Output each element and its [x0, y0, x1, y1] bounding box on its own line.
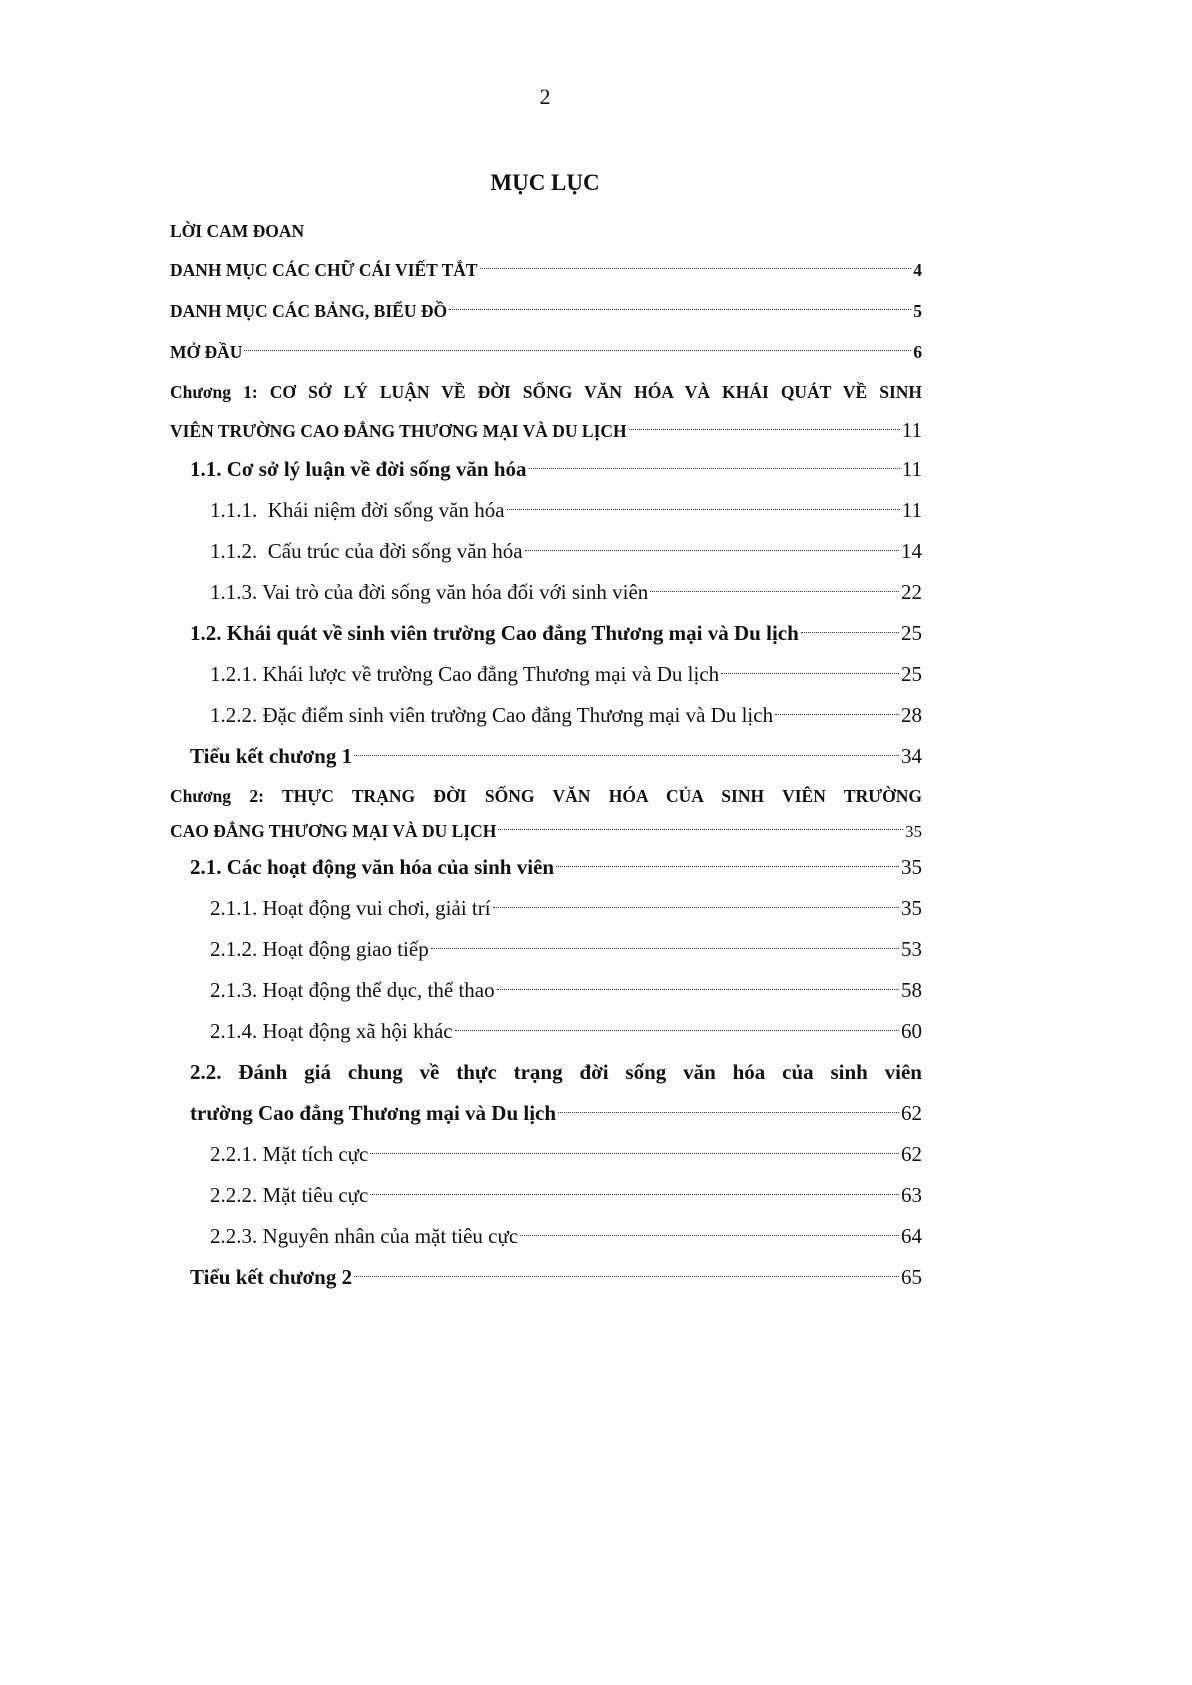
toc-entry-label-line2: CAO ĐẲNG THƯƠNG MẠI VÀ DU LỊCH	[170, 821, 497, 841]
toc-entry-label-line2: trường Cao đẳng Thương mại và Du lịch	[190, 1101, 557, 1125]
toc-entry-label: 2.1.1. Hoạt động vui chơi, giải trí	[210, 896, 491, 920]
toc-entry-label: 1.2.2. Đặc điểm sinh viên trường Cao đẳng Thương mại và Du lịch	[210, 703, 774, 727]
toc-entry-2-2-2[interactable]	[170, 1175, 922, 1216]
toc-entry-chapter-1[interactable]	[170, 373, 922, 449]
page-number: 2	[539, 84, 551, 109]
toc-entry-page: 22	[901, 580, 922, 604]
dot-leader	[498, 829, 903, 830]
toc-entry-2-1-2[interactable]	[170, 929, 922, 970]
toc-entry-label: MỞ ĐẦU	[170, 342, 243, 362]
dot-leader	[650, 591, 899, 592]
toc-entry-1-2[interactable]	[170, 613, 922, 654]
toc-entry-label: Tiểu kết chương 1	[190, 744, 353, 768]
toc-entry-chapter-1-summary[interactable]	[170, 736, 922, 777]
toc-entry-2-1-4[interactable]	[170, 1011, 922, 1052]
toc-entry-2-1-3[interactable]	[170, 970, 922, 1011]
toc-entry-label: 2.2.1. Mặt tích cực	[210, 1142, 369, 1166]
toc-entry-loi-cam-doan[interactable]	[170, 212, 922, 250]
toc-entry-page: 65	[901, 1265, 922, 1289]
toc-entry-1-2-2[interactable]	[170, 695, 922, 736]
dot-leader	[525, 550, 899, 551]
dot-leader	[493, 907, 899, 908]
toc-entry-introduction[interactable]	[170, 332, 922, 373]
toc-entry-page: 64	[901, 1224, 922, 1248]
toc-entry-page: 11	[901, 498, 922, 522]
dot-leader	[529, 468, 900, 469]
dot-leader	[370, 1194, 899, 1195]
dot-leader	[775, 714, 899, 715]
toc-entry-chapter-2-summary[interactable]	[170, 1257, 922, 1298]
toc-entry-page: 11	[901, 457, 922, 481]
toc-entry-abbreviations[interactable]	[170, 250, 922, 291]
toc-entry-page: 35	[901, 855, 922, 879]
toc-entry-label-line2-row	[170, 1093, 922, 1134]
dot-leader	[497, 989, 899, 990]
toc-entry-page: 62	[901, 1101, 922, 1125]
dot-leader	[480, 268, 912, 269]
toc-entry-page: 11	[901, 418, 922, 442]
toc-entry-page: 62	[901, 1142, 922, 1166]
toc-entry-1-2-1[interactable]	[170, 654, 922, 695]
toc-entry-page: 5	[913, 301, 922, 321]
dot-leader	[431, 948, 899, 949]
dot-leader	[507, 509, 900, 510]
toc-entry-page: 60	[901, 1019, 922, 1043]
toc-entry-label-line1: Chương 2: THỰC TRẠNG ĐỜI SỐNG VĂN HÓA CỦA SINH VIÊN TRƯỜNG	[170, 786, 922, 806]
table-of-contents	[170, 212, 922, 1298]
toc-entry-label: 2.2.2. Mặt tiêu cực	[210, 1183, 369, 1207]
toc-entry-page: 35	[901, 896, 922, 920]
toc-entry-label: Tiểu kết chương 2	[190, 1265, 353, 1289]
toc-entry-label: 2.1.4. Hoạt động xã hội khác	[210, 1019, 453, 1043]
toc-entry-page: 63	[901, 1183, 922, 1207]
toc-entry-label: 1.1.3. Vai trò của đời sống văn hóa đối với sinh viên	[210, 580, 649, 604]
toc-entry-label: 1.2. Khái quát về sinh viên trường Cao đẳng Thương mại và Du lịch	[190, 621, 799, 645]
toc-entry-page: 58	[901, 978, 922, 1002]
dot-leader	[556, 866, 899, 867]
toc-entry-label-line2-row	[170, 815, 922, 847]
dot-leader	[354, 1276, 899, 1277]
toc-entry-1-1-2[interactable]	[170, 531, 922, 572]
toc-entry-2-2-1[interactable]	[170, 1134, 922, 1175]
dot-leader	[370, 1153, 899, 1154]
dot-leader	[354, 755, 899, 756]
toc-title: MỤC LỤC	[490, 170, 600, 195]
toc-entry-tables-charts[interactable]	[170, 291, 922, 332]
toc-entry-2-1-1[interactable]	[170, 888, 922, 929]
dot-leader	[455, 1030, 899, 1031]
toc-entry-label: 2.2.3. Nguyên nhân của mặt tiêu cực	[210, 1224, 519, 1248]
toc-entry-label: 1.1. Cơ sở lý luận về đời sống văn hóa	[190, 457, 527, 481]
toc-entry-2-1[interactable]	[170, 847, 922, 888]
toc-entry-label: LỜI CAM ĐOAN	[170, 221, 305, 241]
toc-entry-1-1-3[interactable]	[170, 572, 922, 613]
toc-entry-1-1[interactable]	[170, 449, 922, 490]
dot-leader	[558, 1112, 899, 1113]
toc-entry-label: 1.1.1. Khái niệm đời sống văn hóa	[210, 498, 505, 522]
toc-entry-page: 35	[905, 822, 922, 841]
toc-entry-label: 1.2.1. Khái lược về trường Cao đẳng Thương mại và Du lịch	[210, 662, 720, 686]
toc-entry-page: 6	[913, 342, 922, 362]
toc-entry-page: 25	[901, 621, 922, 645]
toc-entry-label: 2.1.3. Hoạt động thể dục, thể thao	[210, 978, 495, 1002]
toc-entry-1-1-1[interactable]	[170, 490, 922, 531]
toc-entry-label: 1.1.2. Cấu trúc của đời sống văn hóa	[210, 539, 523, 563]
toc-entry-2-2-3[interactable]	[170, 1216, 922, 1257]
dot-leader	[629, 429, 900, 430]
toc-entry-label: DANH MỤC CÁC CHỮ CÁI VIẾT TẮT	[170, 260, 478, 280]
toc-entry-label-line2-row	[170, 411, 922, 449]
toc-entry-label-line2: VIÊN TRƯỜNG CAO ĐẲNG THƯƠNG MẠI VÀ DU LỊCH	[170, 421, 627, 441]
dot-leader	[520, 1235, 899, 1236]
dot-leader	[721, 673, 899, 674]
toc-entry-label-line1: 2.2. Đánh giá chung về thực trạng đời sống văn hóa của sinh viên	[190, 1060, 922, 1084]
dot-leader	[244, 350, 911, 351]
toc-entry-page: 25	[901, 662, 922, 686]
dot-leader	[801, 632, 899, 633]
toc-entry-page: 14	[901, 539, 922, 563]
toc-entry-page: 28	[901, 703, 922, 727]
toc-entry-page: 53	[901, 937, 922, 961]
dot-leader	[449, 309, 911, 310]
toc-entry-label-line1: Chương 1: CƠ SỞ LÝ LUẬN VỀ ĐỜI SỐNG VĂN HÓA VÀ KHÁI QUÁT VỀ SINH	[170, 382, 922, 402]
toc-entry-2-2[interactable]	[170, 1052, 922, 1134]
toc-entry-label: 2.1.2. Hoạt động giao tiếp	[210, 937, 429, 961]
toc-entry-page: 34	[901, 744, 922, 768]
toc-entry-chapter-2[interactable]	[170, 777, 922, 847]
toc-entry-page: 4	[913, 260, 922, 280]
toc-entry-label: 2.1. Các hoạt động văn hóa của sinh viên	[190, 855, 555, 879]
toc-entry-label: DANH MỤC CÁC BẢNG, BIỂU ĐỒ	[170, 301, 448, 321]
